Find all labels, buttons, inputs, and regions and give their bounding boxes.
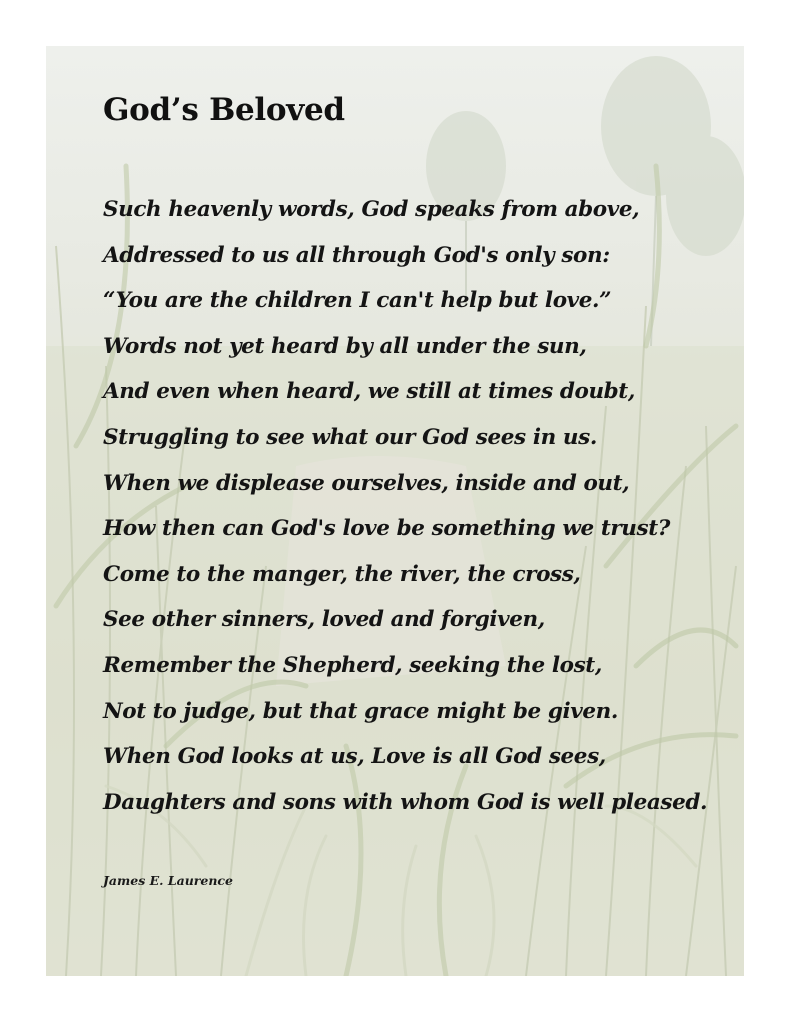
poem-line: Daughters and sons with whom God is well pleased. bbox=[103, 789, 708, 815]
poem-line: Words not yet heard by all under the sun, bbox=[103, 333, 587, 359]
poem-line: Come to the manger, the river, the cross, bbox=[103, 561, 581, 587]
poem-line: Addressed to us all through God's only son: bbox=[103, 242, 610, 268]
poem-line: Struggling to see what our God sees in us. bbox=[103, 424, 597, 450]
poem-line: Not to judge, but that grace might be given. bbox=[103, 698, 618, 724]
poem-title: God’s Beloved bbox=[103, 92, 345, 128]
poem-line: Such heavenly words, God speaks from above, bbox=[103, 197, 640, 222]
poem-line: See other sinners, loved and forgiven, bbox=[103, 607, 545, 633]
poem-body bbox=[103, 193, 707, 831]
poem-line: When God looks at us, Love is all God sees, bbox=[103, 744, 606, 770]
poem-line: When we displease ourselves, inside and out, bbox=[103, 470, 630, 496]
poem-line: And even when heard, we still at times doubt, bbox=[103, 379, 635, 405]
poem-line: “You are the children I can't help but love.” bbox=[103, 288, 612, 314]
poem-line: How then can God's love be something we trust? bbox=[103, 516, 670, 542]
poem-line: Remember the Shepherd, seeking the lost, bbox=[103, 652, 602, 678]
poem-author: James E. Laurence bbox=[103, 873, 233, 888]
